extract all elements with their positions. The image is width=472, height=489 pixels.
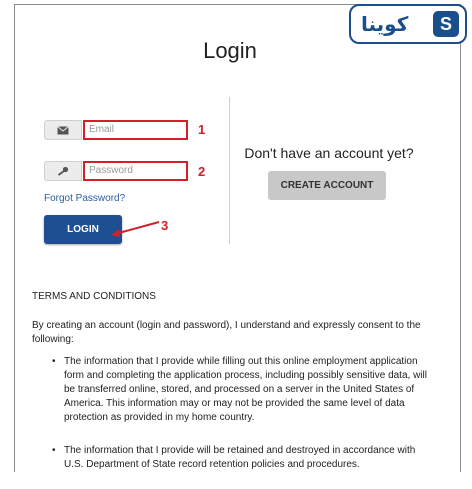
password-input[interactable]: Password [83, 161, 188, 181]
forgot-password-link[interactable]: Forgot Password? [44, 193, 126, 204]
annotation-1: 1 [198, 122, 206, 137]
terms-bullet-text: The information that I provide will be retained and destroyed in accordance with U.S. Department of State record retention policies and procedures. [64, 445, 416, 470]
page-title: Login [203, 38, 257, 63]
terms-bullet-text: The information that I provide while filling out this online employment application form and completing the application process, including possibly sensitive data, will be transferred online, stored, and processed on a server in the United States of America. This information may or may not be provided the same level of data protection as provided in my home country. [64, 356, 427, 423]
annotation-3: 3 [161, 218, 169, 233]
brand-mark-icon: S [433, 11, 459, 37]
key-icon [44, 161, 82, 181]
annotation-2: 2 [198, 164, 206, 179]
annotation-arrow [105, 216, 165, 240]
bullet-dot-icon: • [52, 356, 56, 367]
brand-text: كوينا [361, 12, 409, 36]
vertical-divider [229, 97, 230, 244]
email-input[interactable]: Email [83, 120, 188, 140]
envelope-icon [44, 120, 82, 140]
bullet-dot-icon: • [52, 445, 56, 456]
login-button[interactable]: LOGIN [44, 215, 122, 244]
terms-intro: By creating an account (login and password), I understand and expressly consent to the following: [32, 320, 421, 345]
terms-heading: TERMS AND CONDITIONS [32, 291, 156, 302]
terms-bullet [52, 355, 427, 425]
no-account-text: Don't have an account yet? [244, 145, 414, 161]
terms-bullet [52, 444, 427, 472]
create-account-button[interactable]: CREATE ACCOUNT [268, 171, 386, 200]
